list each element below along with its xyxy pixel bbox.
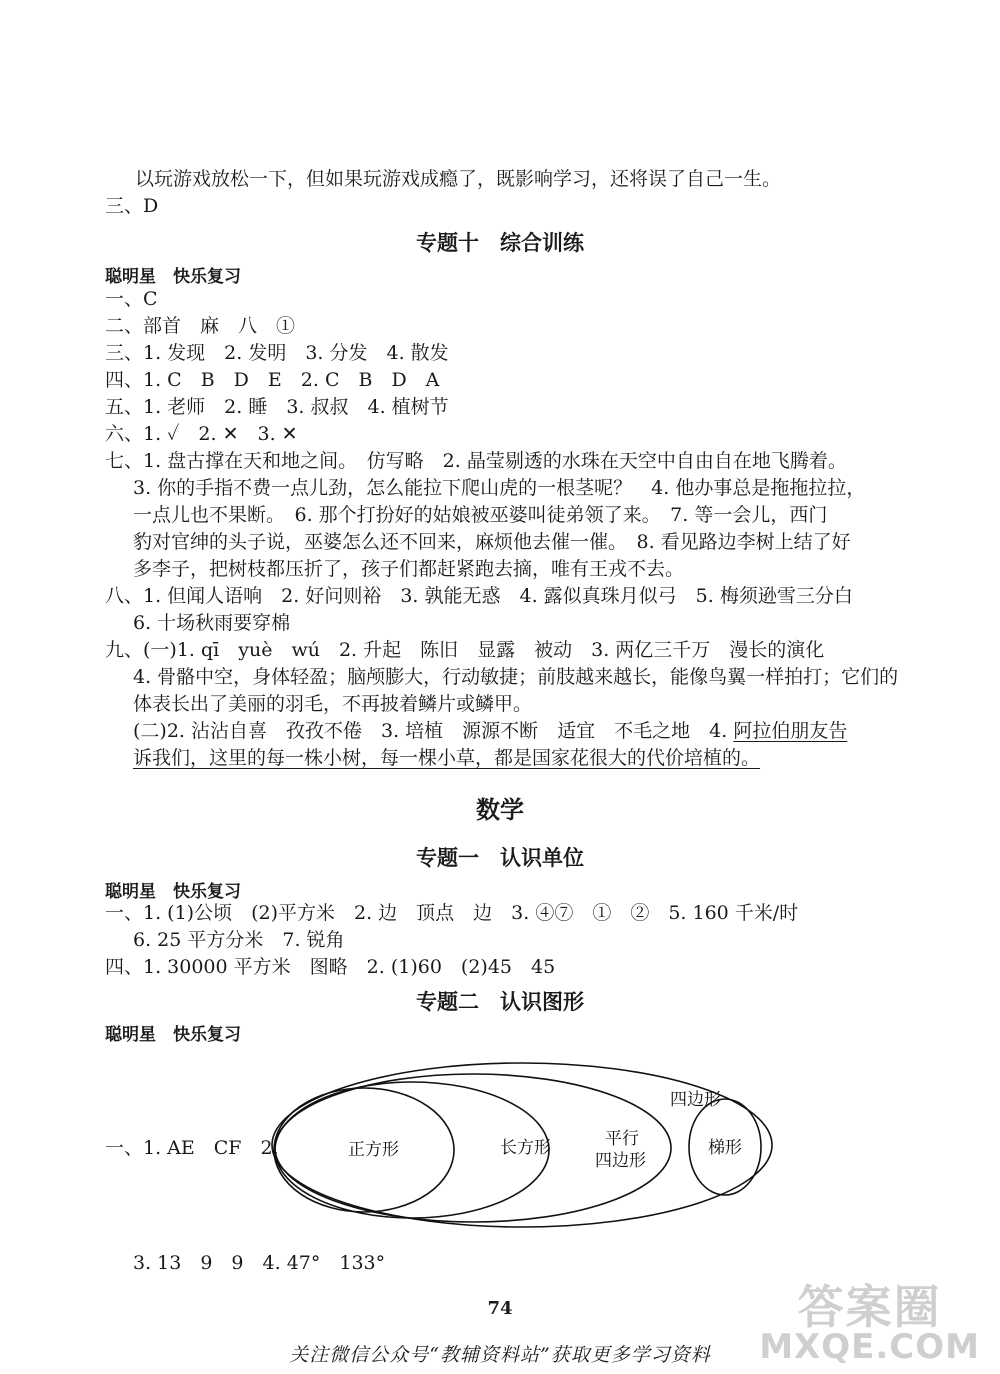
answer-line: 三、1. 发现 2. 发明 3. 分发 4. 散发 bbox=[105, 342, 449, 364]
answer-line: 四、1. C B D E 2. C B D A bbox=[105, 369, 440, 391]
answer-line: 二、部首 麻 八 ① bbox=[105, 315, 296, 337]
answer-line: 3. 你的手指不费一点儿劲，怎么能拉下爬山虎的一根茎呢？ 4. 他办事总是拖拖拉拉， bbox=[133, 477, 866, 499]
answer-text: (二)2. 沾沾自喜 孜孜不倦 3. 培植 源源不断 适宜 不毛之地 4. bbox=[133, 720, 734, 742]
answer-line: 七、1. 盘古撑在天和地之间。 仿写略 2. 晶莹剔透的水珠在天空中自由自在地飞腾着。 bbox=[105, 450, 847, 472]
answer-line: 多李子，把树枝都压折了，孩子们都赶紧跑去摘，唯有王戎不去。 bbox=[133, 558, 685, 580]
answer-line: 4. 骨骼中空，身体轻盈；脑颅膨大，行动敏捷；前肢越来越长，能像鸟翼一样拍打；它们的 bbox=[133, 666, 899, 688]
answer-line: 豹对官绅的头子说，巫婆怎么还不回来，麻烦他去催一催。 8. 看见路边李树上结了好 bbox=[133, 531, 851, 553]
watermark-text: 答案圈 bbox=[797, 1280, 942, 1334]
set-label: 平行 bbox=[605, 1129, 639, 1149]
answer-line: 八、1. 但闻人语响 2. 好问则裕 3. 孰能无惑 4. 露似真珠月似弓 5. 梅须逊雪三分白 bbox=[105, 585, 853, 607]
watermark-url: MXQE.COM bbox=[759, 1327, 980, 1367]
quadrilateral-venn-diagram bbox=[260, 1040, 790, 1240]
answer-line: 体表长出了美丽的羽毛，不再披着鳞片或鳞甲。 bbox=[133, 693, 533, 715]
underlined-answer: 诉我们，这里的每一株小树，每一棵小草，都是国家花很大的代价培植的。 bbox=[133, 747, 761, 769]
answer-line: 三、D bbox=[105, 195, 159, 217]
set-label: 四边形 bbox=[670, 1090, 721, 1110]
answer-line: 6. 25 平方分米 7. 锐角 bbox=[133, 929, 345, 951]
section-title: 专题二 认识图形 bbox=[416, 990, 584, 1014]
section-subtitle: 聪明星 快乐复习 bbox=[105, 1025, 241, 1045]
section-title: 专题一 认识单位 bbox=[416, 846, 584, 870]
answer-line: 九、(一)1. qī yuè wú 2. 升起 陈旧 显露 被动 3. 两亿三千万 漫长的演化 bbox=[105, 639, 825, 661]
answer-line bbox=[133, 718, 847, 744]
watermark-logo bbox=[759, 1280, 980, 1367]
answer-line: 一、1. AE CF 2. bbox=[105, 1137, 279, 1159]
underlined-answer: 阿拉伯朋友告 bbox=[733, 720, 848, 742]
section-subtitle: 聪明星 快乐复习 bbox=[105, 882, 241, 902]
answer-line: 6. 十场秋雨要穿棉 bbox=[133, 612, 291, 634]
answer-line: 一、1. (1)公顷 (2)平方米 2. 边 顶点 边 3. ④⑦ ① ② 5. 160 千米/时 bbox=[105, 902, 799, 924]
set-label: 四边形 bbox=[595, 1151, 646, 1171]
set-label: 长方形 bbox=[500, 1138, 551, 1158]
continuation-text: 以玩游戏放松一下，但如果玩游戏成瘾了，既影响学习，还将误了自己一生。 bbox=[135, 168, 782, 190]
answer-line: 五、1. 老师 2. 睡 3. 叔叔 4. 植树节 bbox=[105, 396, 449, 418]
answer-line: 3. 13 9 9 4. 47° 133° bbox=[133, 1252, 386, 1274]
answer-line: 一点儿也不果断。 6. 那个打扮好的姑娘被巫婆叫徒弟领了来。 7. 等一会儿，西门 bbox=[133, 504, 828, 526]
answer-line: 四、1. 30000 平方米 图略 2. (1)60 (2)45 45 bbox=[105, 956, 556, 978]
subject-title: 数学 bbox=[476, 796, 524, 824]
section-subtitle: 聪明星 快乐复习 bbox=[105, 267, 241, 287]
answer-line: 一、C bbox=[105, 288, 158, 310]
section-title: 专题十 综合训练 bbox=[416, 231, 584, 255]
set-label: 梯形 bbox=[708, 1138, 742, 1158]
set-label: 正方形 bbox=[348, 1140, 399, 1160]
footer-note: 关注微信公众号“教辅资料站”获取更多学习资料 bbox=[289, 1344, 711, 1366]
answer-line: 六、1. ✓ 2. ✕ 3. ✕ bbox=[105, 423, 298, 445]
page-number: 74 bbox=[487, 1298, 513, 1319]
